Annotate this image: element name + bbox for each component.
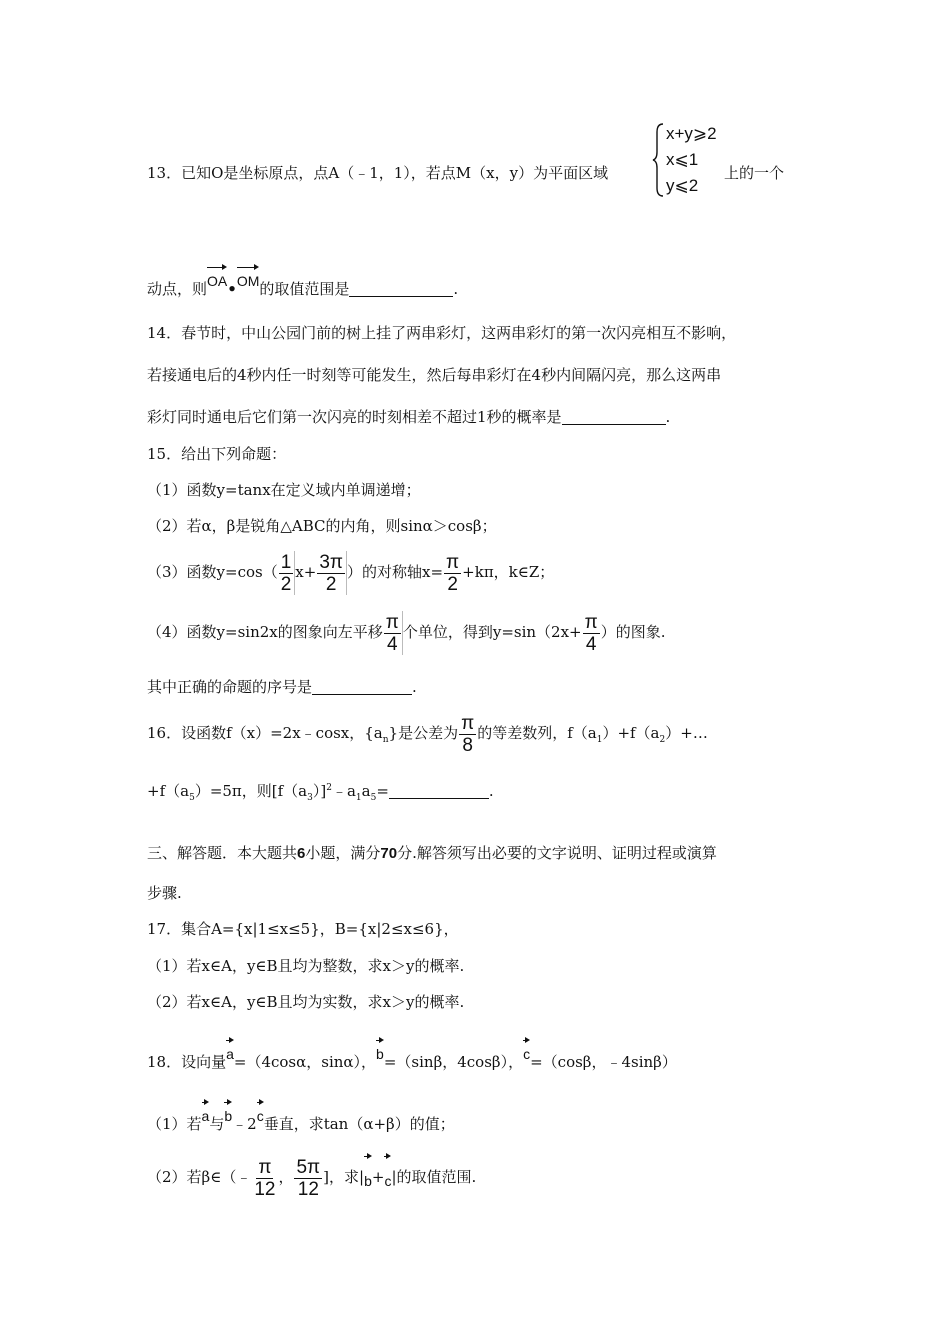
q13-text: 13．已知O是坐标原点，点A（﹣1，1），若点M（x，y）为平面区域 (147, 164, 609, 182)
fraction: $\frac{\pi}{4}$ (584, 611, 598, 655)
q14-line2: 若接通电后的4秒内任一时刻等可能发生，然后每串彩灯在4秒内间隔闪亮，那么这两串 (147, 366, 722, 384)
answer-blank (562, 408, 666, 425)
q18-part1: （1）若a与b﹣2c垂直，求tan（α+β）的值； (147, 1105, 455, 1135)
q15-tail: 其中正确的命题的序号是 . (147, 678, 417, 696)
fraction: $\frac{1}{2}$ (280, 551, 292, 595)
fraction: $\frac{\pi}{12}$ (254, 1156, 276, 1200)
q13-ineq-3: y⩽2 (666, 176, 699, 195)
q18-heading: 18．设向量a=（4cosα，sinα），b=（sinβ，4cosβ），c=（cosβ，﹣4sinβ） (147, 1043, 677, 1073)
q15-prop3: （3）函数y=cos（ $\frac{1}{2}$ x+ $\frac{3\pi}{2}$ ）的对称轴x= $\frac{\pi}{2}$ +kπ，k∈Z； (147, 551, 555, 595)
vector-om: OM (237, 270, 260, 292)
q13-line1 (147, 162, 608, 184)
section-3-heading: 三、解答题．本大题共6小题，满分70分.解答须写出必要的文字说明、证明过程或演算 (147, 844, 717, 862)
q15-heading: 15．给出下列命题： (147, 445, 287, 463)
vector-a: a (226, 1043, 234, 1065)
vector-c: c (257, 1105, 264, 1127)
fraction: $\frac{\pi}{2}$ (446, 551, 460, 595)
vector-b: b (364, 1159, 372, 1203)
answer-blank (389, 782, 489, 799)
q16-line1: 16．设函数f（x）=2x﹣cosx，$\{a_n\}$是公差为 $\frac{\pi}{8}$ 的等差数列，$f(a_1)+f(a_2)+\dots$ (147, 712, 708, 756)
answer-blank (349, 280, 453, 297)
answer-blank (312, 678, 412, 695)
fraction: $\frac{\pi}{8}$ (461, 712, 475, 756)
q13-line2: 动点，则OA•OM的取值范围是 . (147, 270, 458, 300)
q14-line3: 彩灯同时通电后它们第一次闪亮的时刻相差不超过1秒的概率是 . (147, 408, 671, 426)
q15-prop1: （1）函数y=tanx在定义域内单调递增； (147, 481, 421, 499)
vector-c: c (523, 1043, 530, 1065)
q14-line1: 14．春节时，中山公园门前的树上挂了两串彩灯，这两串彩灯的第一次闪亮相互不影响， (147, 324, 737, 342)
q17-part1: （1）若x∈A，y∈B且均为整数，求x＞y的概率. (147, 957, 465, 975)
vector-oa: OA (207, 270, 227, 292)
fraction: $\frac{3\pi}{2}$ (319, 551, 344, 595)
vector-c: c (384, 1159, 391, 1203)
section-3-line2: 步骤. (147, 884, 182, 902)
q13-ineq-1: x+y⩾2 (666, 124, 717, 143)
fraction: $\frac{\pi}{4}$ (385, 611, 399, 655)
q17-part2: （2）若x∈A，y∈B且均为实数，求x＞y的概率. (147, 993, 465, 1011)
left-brace-icon (652, 120, 666, 200)
vector-a: a (202, 1105, 210, 1127)
vector-b: b (376, 1043, 384, 1065)
q15-prop2: （2）若α，β是锐角△ABC的内角，则sinα＞cosβ； (147, 517, 497, 535)
q13-line1-tail: 上的一个 (724, 164, 785, 182)
vector-b: b (224, 1105, 232, 1127)
q13-inequality-system (652, 120, 722, 200)
q13-ineq-2: x⩽1 (666, 150, 699, 169)
q16-line2: $+f(a_5)=5\pi$，则$[f(a_3)]^2﹣a_1a_5=$ . (147, 782, 494, 803)
fraction: $\frac{5\pi}{12}$ (296, 1156, 321, 1200)
q15-prop4: （4）函数y=sin2x的图象向左平移 $\frac{\pi}{4}$ 个单位，得到y=sin（2x+ $\frac{\pi}{4}$ ）的图象. (147, 611, 666, 655)
q18-part2: （2）若β∈（﹣ $\frac{\pi}{12}$ ， $\frac{5\pi}{12}$ ]，求|b+c|的取值范围. (147, 1155, 476, 1203)
q17-heading: 17．集合A={x|1≤x≤5}，B={x|2≤x≤6}， (147, 920, 459, 938)
